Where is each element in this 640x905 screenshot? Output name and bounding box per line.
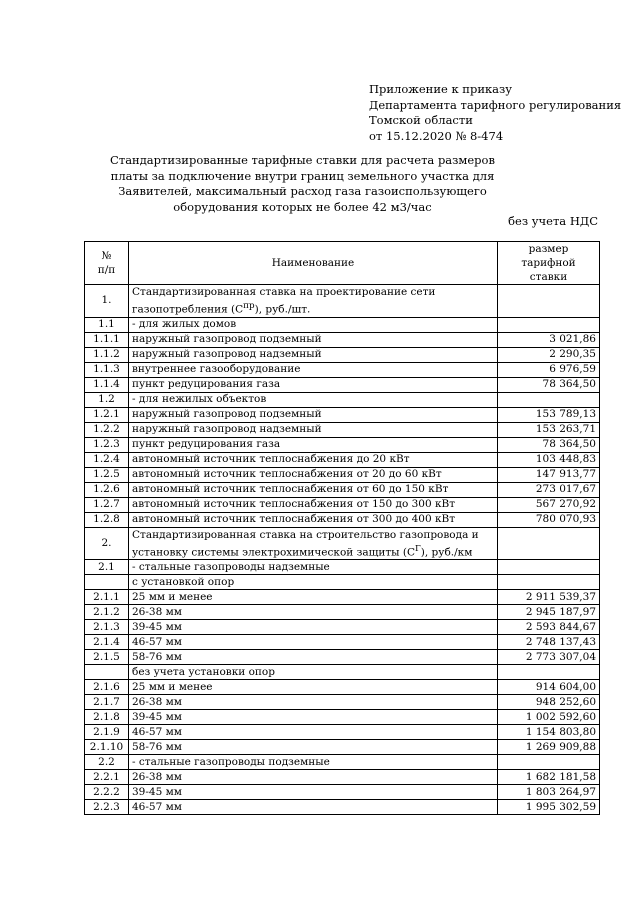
table-row: [85, 605, 600, 620]
row-number: 1.1: [85, 317, 129, 332]
row-number: 2.1.7: [85, 695, 129, 710]
row-name: пункт редуцирования газа: [129, 437, 498, 452]
row-value: 567 270,92: [498, 497, 600, 512]
appendix-line: Департамента тарифного регулирования: [369, 97, 622, 112]
row-name: 25 мм и менее: [129, 590, 498, 605]
row-value: 153 263,71: [498, 422, 600, 437]
row-number: 1.: [85, 285, 129, 318]
row-value: 2 290,35: [498, 347, 600, 362]
row-value: 3 021,86: [498, 332, 600, 347]
row-name: автономный источник теплоснабжения от 20 до 60 кВт: [129, 467, 498, 482]
row-number: 2.1.1: [85, 590, 129, 605]
table-row: [85, 725, 600, 740]
row-number: 2.1.6: [85, 680, 129, 695]
row-name: 46-57 мм: [129, 635, 498, 650]
row-value: [498, 317, 600, 332]
row-number: 1.1.4: [85, 377, 129, 392]
row-number: 2.2.3: [85, 800, 129, 815]
row-number: 2.1.8: [85, 710, 129, 725]
table-row: [85, 482, 600, 497]
row-value: 2 945 187,97: [498, 605, 600, 620]
row-name: - стальные газопроводы надземные: [129, 560, 498, 575]
row-name: наружный газопровод подземный: [129, 407, 498, 422]
section-name-sup: пр: [243, 301, 255, 311]
row-value: 2 911 539,37: [498, 590, 600, 605]
col-value-line: ставки: [529, 271, 568, 283]
table-row: [85, 680, 600, 695]
row-number: 1.2.8: [85, 512, 129, 527]
row-name: 46-57 мм: [129, 800, 498, 815]
row-name: наружный газопровод надземный: [129, 347, 498, 362]
table-row: [85, 362, 600, 377]
row-value: 103 448,83: [498, 452, 600, 467]
appendix-line: Томской области: [369, 113, 473, 127]
row-value: [498, 575, 600, 590]
row-number: 1.2.1: [85, 407, 129, 422]
table-row: [85, 347, 600, 362]
row-name: автономный источник теплоснабжения до 20 кВт: [129, 452, 498, 467]
row-value: 1 154 803,80: [498, 725, 600, 740]
row-value: 2 773 307,04: [498, 650, 600, 665]
table-row: [85, 650, 600, 665]
table-row: [85, 740, 600, 755]
row-number: 2.1.4: [85, 635, 129, 650]
table-row: [85, 437, 600, 452]
row-value: 78 364,50: [498, 437, 600, 452]
row-value: 1 995 302,59: [498, 800, 600, 815]
row-name: 39-45 мм: [129, 620, 498, 635]
row-value: 78 364,50: [498, 377, 600, 392]
row-value: 153 789,13: [498, 407, 600, 422]
section-name-suffix: ), руб./шт.: [254, 303, 311, 316]
table-row: [85, 755, 600, 770]
col-value-line: тарифной: [521, 257, 576, 269]
row-name: наружный газопровод надземный: [129, 422, 498, 437]
row-number: 1.2.2: [85, 422, 129, 437]
table-row: [85, 392, 600, 407]
row-value: 914 604,00: [498, 680, 600, 695]
row-value: [498, 527, 600, 560]
row-value: [498, 392, 600, 407]
row-value: 948 252,60: [498, 695, 600, 710]
table-row: [85, 332, 600, 347]
row-value: 2 593 844,67: [498, 620, 600, 635]
appendix-header: [369, 82, 629, 144]
table-row: [85, 407, 600, 422]
row-number: 2.1: [85, 560, 129, 575]
row-number: 2.1.5: [85, 650, 129, 665]
section-row-1: [85, 285, 600, 318]
row-number: [85, 665, 129, 680]
table-row: [85, 422, 600, 437]
section-name-text: Стандартизированная ставка на проектирование сети газопотребления (С: [132, 286, 436, 316]
row-value: 1 803 264,97: [498, 785, 600, 800]
row-name: [129, 285, 498, 318]
row-number: 1.1.3: [85, 362, 129, 377]
table-row: [85, 785, 600, 800]
section-row-2: [85, 527, 600, 560]
table-row: [85, 452, 600, 467]
table-row: [85, 695, 600, 710]
table-row: [85, 560, 600, 575]
row-name: внутреннее газооборудование: [129, 362, 498, 377]
row-value: 6 976,59: [498, 362, 600, 377]
table-row: [85, 800, 600, 815]
row-name: с установкой опор: [129, 575, 498, 590]
section-name-sup: Г: [414, 543, 421, 554]
row-name: [129, 527, 498, 560]
row-name: автономный источник теплоснабжения от 60 до 150 кВт: [129, 482, 498, 497]
row-value: [498, 560, 600, 575]
row-name: 26-38 мм: [129, 695, 498, 710]
row-value: 273 017,67: [498, 482, 600, 497]
section-name-text: Стандартизированная ставка на строительство газопровода и установку системы электрохимической защиты (С: [132, 528, 479, 558]
row-value: 1 269 909,88: [498, 740, 600, 755]
row-name: - стальные газопроводы подземные: [129, 755, 498, 770]
row-name: без учета установки опор: [129, 665, 498, 680]
tariff-table: [84, 241, 600, 815]
col-value-header: [498, 242, 600, 285]
row-name: - для жилых домов: [129, 317, 498, 332]
row-value: [498, 665, 600, 680]
row-number: 1.2.4: [85, 452, 129, 467]
col-number-line: п/п: [97, 264, 116, 276]
row-name: - для нежилых объектов: [129, 392, 498, 407]
table-row: [85, 575, 600, 590]
row-number: 2.1.10: [85, 740, 129, 755]
table-row: [85, 317, 600, 332]
row-number: 2.: [85, 527, 129, 560]
table-row: [85, 512, 600, 527]
table-row: [85, 620, 600, 635]
table-row: [85, 590, 600, 605]
col-number-header: [85, 242, 129, 285]
row-value: 780 070,93: [498, 512, 600, 527]
col-value-line: размер: [528, 243, 569, 255]
row-name: 39-45 мм: [129, 785, 498, 800]
row-number: 2.2: [85, 755, 129, 770]
document-title: Стандартизированные тарифные ставки для расчета размеров платы за подключение внутри границ земельного участка для Заявителей, максимальный расход газа газоиспользующего оборудования которых не более 42 м3/час: [110, 153, 495, 214]
row-number: [85, 575, 129, 590]
row-number: 2.1.9: [85, 725, 129, 740]
row-number: 1.2.7: [85, 497, 129, 512]
row-value: 1 002 592,60: [498, 710, 600, 725]
table-row: [85, 665, 600, 680]
appendix-line: Приложение к приказу: [369, 82, 513, 96]
row-number: 1.1.1: [85, 332, 129, 347]
row-value: 2 748 137,43: [498, 635, 600, 650]
row-name: автономный источник теплоснабжения от 300 до 400 кВт: [129, 512, 498, 527]
table-row: [85, 710, 600, 725]
row-number: 1.2.3: [85, 437, 129, 452]
row-number: 2.2.1: [85, 770, 129, 785]
table-header: [85, 242, 600, 285]
row-number: 1.2.6: [85, 482, 129, 497]
row-number: 1.2.5: [85, 467, 129, 482]
table-row: [85, 770, 600, 785]
col-number-line: №: [101, 250, 112, 262]
section-name-suffix: ), руб./км: [420, 546, 473, 558]
row-value: [498, 285, 600, 318]
row-name: 26-38 мм: [129, 770, 498, 785]
row-name: 26-38 мм: [129, 605, 498, 620]
row-number: 2.2.2: [85, 785, 129, 800]
row-value: 1 682 181,58: [498, 770, 600, 785]
row-number: 1.2: [85, 392, 129, 407]
row-name: пункт редуцирования газа: [129, 377, 498, 392]
table-row: [85, 497, 600, 512]
col-name-header: Наименование: [129, 242, 498, 285]
table-row: [85, 635, 600, 650]
row-name: наружный газопровод подземный: [129, 332, 498, 347]
appendix-line: от 15.12.2020 № 8-474: [369, 128, 504, 143]
table-row: [85, 467, 600, 482]
row-name: 58-76 мм: [129, 650, 498, 665]
row-number: 2.1.2: [85, 605, 129, 620]
row-name: 39-45 мм: [129, 710, 498, 725]
row-name: 25 мм и менее: [129, 680, 498, 695]
row-name: автономный источник теплоснабжения от 150 до 300 кВт: [129, 497, 498, 512]
row-name: 58-76 мм: [129, 740, 498, 755]
row-value: [498, 755, 600, 770]
row-number: 2.1.3: [85, 620, 129, 635]
row-value: 147 913,77: [498, 467, 600, 482]
row-number: 1.1.2: [85, 347, 129, 362]
table-row: [85, 377, 600, 392]
vat-note: без учета НДС: [508, 214, 598, 228]
row-name: 46-57 мм: [129, 725, 498, 740]
